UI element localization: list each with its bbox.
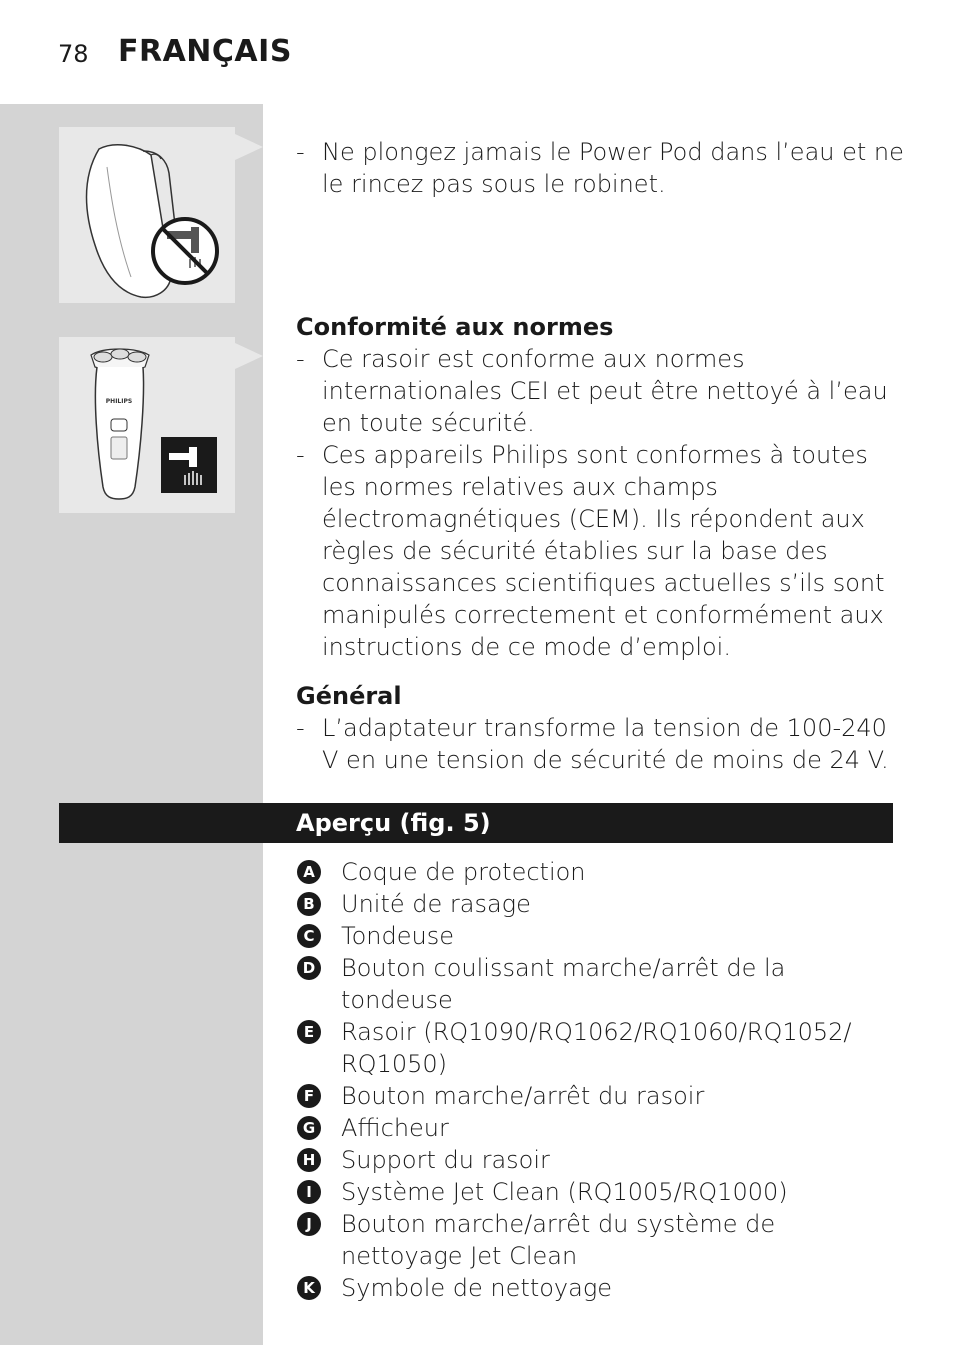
overview-title: Aperçu (fig. 5) <box>296 809 491 837</box>
overview-title-bar <box>59 803 893 843</box>
letter-badge: E <box>297 1020 321 1044</box>
letter-badge: G <box>297 1116 321 1140</box>
list-item: F Bouton marche/arrêt du rasoir <box>297 1080 897 1112</box>
letter-badge: B <box>297 892 321 916</box>
overview-list <box>297 856 897 1304</box>
letter-badge: H <box>297 1148 321 1172</box>
list-item: H Support du rasoir <box>297 1144 897 1176</box>
figure-no-water <box>59 127 235 303</box>
list-item: C Tondeuse <box>297 920 897 952</box>
bullet-item: - Ces appareils Philips sont conformes à toutes les normes relatives aux champs électromagnétiques (CEM). Ils répondent aux règles de sécurité établies sur la base des connaissances scientifiques actuelles s’ils sont manipulés correctement et conformément aux instructions de ce mode d’emploi. <box>296 441 885 661</box>
shaver-no-water-icon <box>59 127 235 303</box>
letter-badge: C <box>297 924 321 948</box>
shaver-washable-icon <box>59 337 235 513</box>
section-power-pod <box>296 136 906 200</box>
list-item: I Système Jet Clean (RQ1005/RQ1000) <box>297 1176 897 1208</box>
shaver-brand-text: PHILIPS <box>105 398 133 405</box>
bullet-item: - L’adaptateur transforme la tension de 100-240 V en une tension de sécurité de moins de 24 V. <box>296 714 889 774</box>
list-item: E Rasoir (RQ1090/RQ1062/RQ1060/RQ1052/ RQ1050) <box>297 1016 897 1080</box>
list-item: B Unité de rasage <box>297 888 897 920</box>
section-heading: Général <box>296 682 402 710</box>
letter-badge: K <box>297 1276 321 1300</box>
list-item: A Coque de protection <box>297 856 897 888</box>
list-item: J Bouton marche/arrêt du système de nettoyage Jet Clean <box>297 1208 897 1272</box>
bullet-item: - Ce rasoir est conforme aux normes internationales CEI et peut être nettoyé à l’eau en toute sécurité. <box>296 345 888 437</box>
list-item: K Symbole de nettoyage <box>297 1272 897 1304</box>
letter-badge: A <box>297 860 321 884</box>
section-heading: Conformité aux normes <box>296 313 614 341</box>
letter-badge: D <box>297 956 321 980</box>
section-conformity <box>296 311 906 663</box>
page-number: 78 <box>58 40 89 68</box>
page-language-title: FRANÇAIS <box>118 34 292 69</box>
figure-pointer <box>235 343 263 369</box>
letter-badge: F <box>297 1084 321 1108</box>
bullet-item: - Ne plongez jamais le Power Pod dans l’eau et ne le rincez pas sous le robinet. <box>296 138 904 198</box>
figure-washable <box>59 337 235 513</box>
section-general <box>296 680 906 776</box>
list-item: D Bouton coulissant marche/arrêt de la tondeuse <box>297 952 897 1016</box>
figure-pointer <box>235 134 263 160</box>
letter-badge: I <box>297 1180 321 1204</box>
letter-badge: J <box>297 1212 321 1236</box>
list-item: G Afficheur <box>297 1112 897 1144</box>
